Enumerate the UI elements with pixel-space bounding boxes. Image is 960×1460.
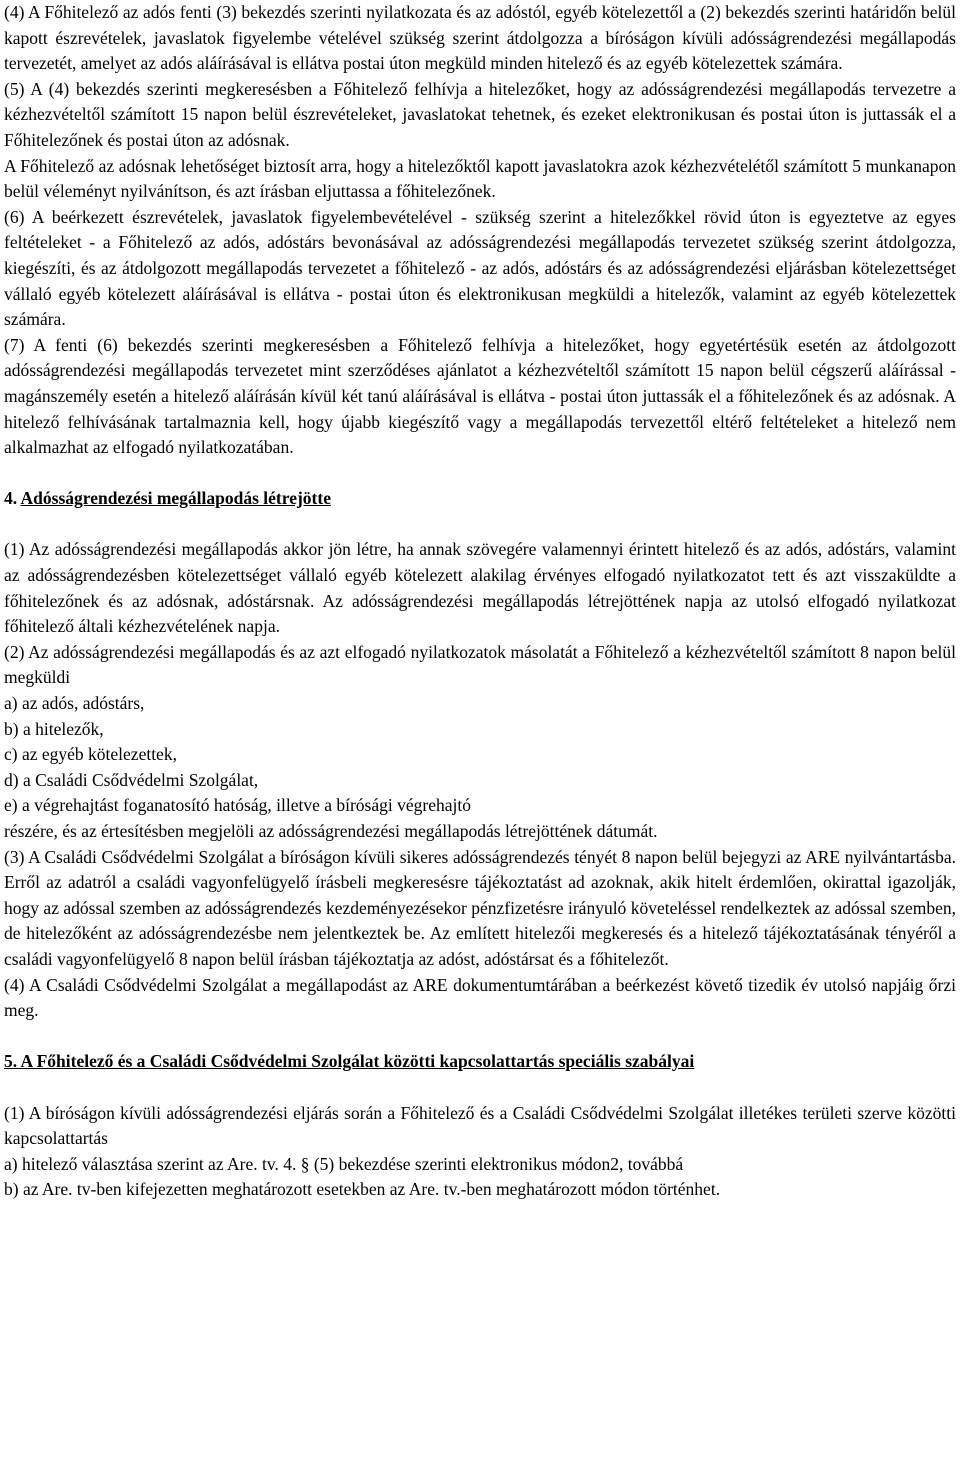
section-4-title: Adósságrendezési megállapodás létrejötte (20, 488, 331, 509)
paragraph-3-5: (5) A (4) bekezdés szerinti megkeresésben a Főhitelező felhívja a hitelezőket, hogy az adósságrendezési megállapodás tervezetre a kézhezvételtől számított 15 napon belül észrevételeket, javaslatokat tehetnek, és ezeket elektronikusan és postai úton is juttassák el a Főhitelezőnek és postai úton az adósnak. (4, 78, 956, 150)
paragraph-4-1: (1) Az adósságrendezési megállapodás akkor jön létre, ha annak szövegére valamennyi érintett hitelező és az adós, adóstárs, valamint az adósságrendezésben kötelezettséget vállaló egyéb kötelezett alakilag érvényes elfogadó nyilatkozatot tett és azt visszaküldte a főhitelezőnek és az adósnak, adóstársnak. Az adósságrendezési megállapodás létrejöttének napja az utolsó elfogadó nyilatkozat főhitelező általi kézhezvételének napja. (4, 539, 956, 637)
section-4-heading (4, 486, 956, 512)
paragraph-5-1-b: b) az Are. tv-ben kifejezetten meghatározott esetekben az Are. tv.-ben meghatározott módon történhet. (4, 1179, 721, 1200)
section-5-heading: 5. A Főhitelező és a Családi Csődvédelmi Szolgálat közötti kapcsolattartás speciális szabályai (4, 1051, 695, 1072)
paragraph-3-7: (7) A fenti (6) bekezdés szerinti megkeresésben a Főhitelező felhívja a hitelezőket, hogy egyetértésük esetén az átdolgozott adósságrendezési megállapodás tervezetet mint szerződéses ajánlatot a kézhezvételtől számított 15 napon belül cégszerű aláírással - magánszemély esetén a hitelező aláírásán kívül két tanú aláírásával is ellátva - postai úton juttassák el a főhitelezőnek és az adósnak. A hitelező felhívásának tartalmaznia kell, hogy újabb kiegészítő vagy a megállapodás tervezettől eltérő feltételeket a hitelező nem alkalmazhat az elfogadó nyilatkozatában. (4, 334, 956, 458)
paragraph-4-3: (3) A Családi Csődvédelmi Szolgálat a bíróságon kívüli sikeres adósságrendezés tényét 8 napon belül bejegyzi az ARE nyilvántartásba. Erről az adatról a családi vagyonfelügyelő írásbeli megkeresésre tájékoztatást ad azoknak, akik hitelt érdemlően, okirattal igazolják, hogy az adóssal szemben az adósságrendezés kezdeményezésekor pénzfizetésre irányuló követeléssel rendelkeztek az adóssal szemben, de hitelezőként az adósságrendezésbe nem jelentkeztek be. Az említett hitelezői megkeresés és a hitelező tájékoztatásának tényéről a családi vagyonfelügyelő 8 napon belül írásban tájékoztatja az adóst, adóstársat és a főhitelezőt. (4, 846, 956, 969)
list-item-d: d) a Családi Csődvédelmi Szolgálat, (4, 769, 259, 790)
section-spacer (4, 1024, 956, 1050)
paragraph-3-6: (6) A beérkezett észrevételek, javaslatok figyelembevételével - szükség szerint a hitelezőkkel rövid úton is egyeztetve az egyes feltételeket - a Főhitelező az adós, adóstárs bevonásával az adósságrendezési megállapodás tervezetet szükség szerint átdolgozza, kiegészíti, és az átdolgozott megállapodás tervezetet a főhitelező - az adós, adóstárs és az adósságrendezési eljárásban kötelezettséget vállaló egyéb kötelezett aláírásával is ellátva - postai úton és elektronikusan megküldi a hitelezők, valamint az egyéb kötelezettek számára. (4, 206, 956, 330)
section-spacer (4, 512, 956, 538)
paragraph-4-2-outro: részére, és az értesítésben megjelöli az adósságrendezési megállapodás létrejöttének dátumát. (4, 821, 658, 841)
list-item-a: a) az adós, adóstárs, (4, 693, 145, 714)
list-item-b: b) a hitelezők, (4, 718, 104, 739)
paragraph-3-5-followup: A Főhitelező az adósnak lehetőséget biztosít arra, hogy a hitelezőktől kapott javaslatokra azok kézhezvételétől számított 5 munkanapon belül véleményt nyilvánítson, és azt írásban eljuttassa a főhitelezőnek. (4, 155, 956, 202)
paragraph-5-1-intro: (1) A bíróságon kívüli adósságrendezési eljárás során a Főhitelező és a Családi Csődvédelmi Szolgálat illetékes területi szerve közötti kapcsolattartás (4, 1102, 956, 1149)
paragraph-3-4: (4) A Főhitelező az adós fenti (3) bekezdés szerinti nyilatkozata és az adóstól, egyéb kötelezettől a (2) bekezdés szerinti határidőn belül kapott észrevételek, javaslatok figyelembe vételével szükség szerint átdolgozza a bíróságon kívüli adósságrendezési megállapodás tervezetét, amelyet az adós aláírásával is ellátva postai úton megküld minden hitelező és az egyéb kötelezettek számára. (4, 2, 956, 74)
section-spacer (4, 1075, 956, 1101)
section-4-number: 4. (4, 488, 18, 509)
paragraph-4-2-intro: (2) Az adósságrendezési megállapodás és az azt elfogadó nyilatkozatok másolatát a Főhitelező a kézhezvételtől számított 8 napon belül megküldi (4, 641, 956, 688)
section-spacer (4, 461, 956, 487)
paragraph-5-1-a: a) hitelező választása szerint az Are. tv. 4. § (5) bekezdése szerinti elektronikus módon2, továbbá (4, 1153, 684, 1174)
list-item-e: e) a végrehajtást foganatosító hatóság, illetve a bírósági végrehajtó (4, 795, 471, 816)
list-item-c: c) az egyéb kötelezettek, (4, 744, 177, 765)
paragraph-4-4: (4) A Családi Csődvédelmi Szolgálat a megállapodást az ARE dokumentumtárában a beérkezést követő tizedik év utolsó napjáig őrzi meg. (4, 974, 956, 1021)
